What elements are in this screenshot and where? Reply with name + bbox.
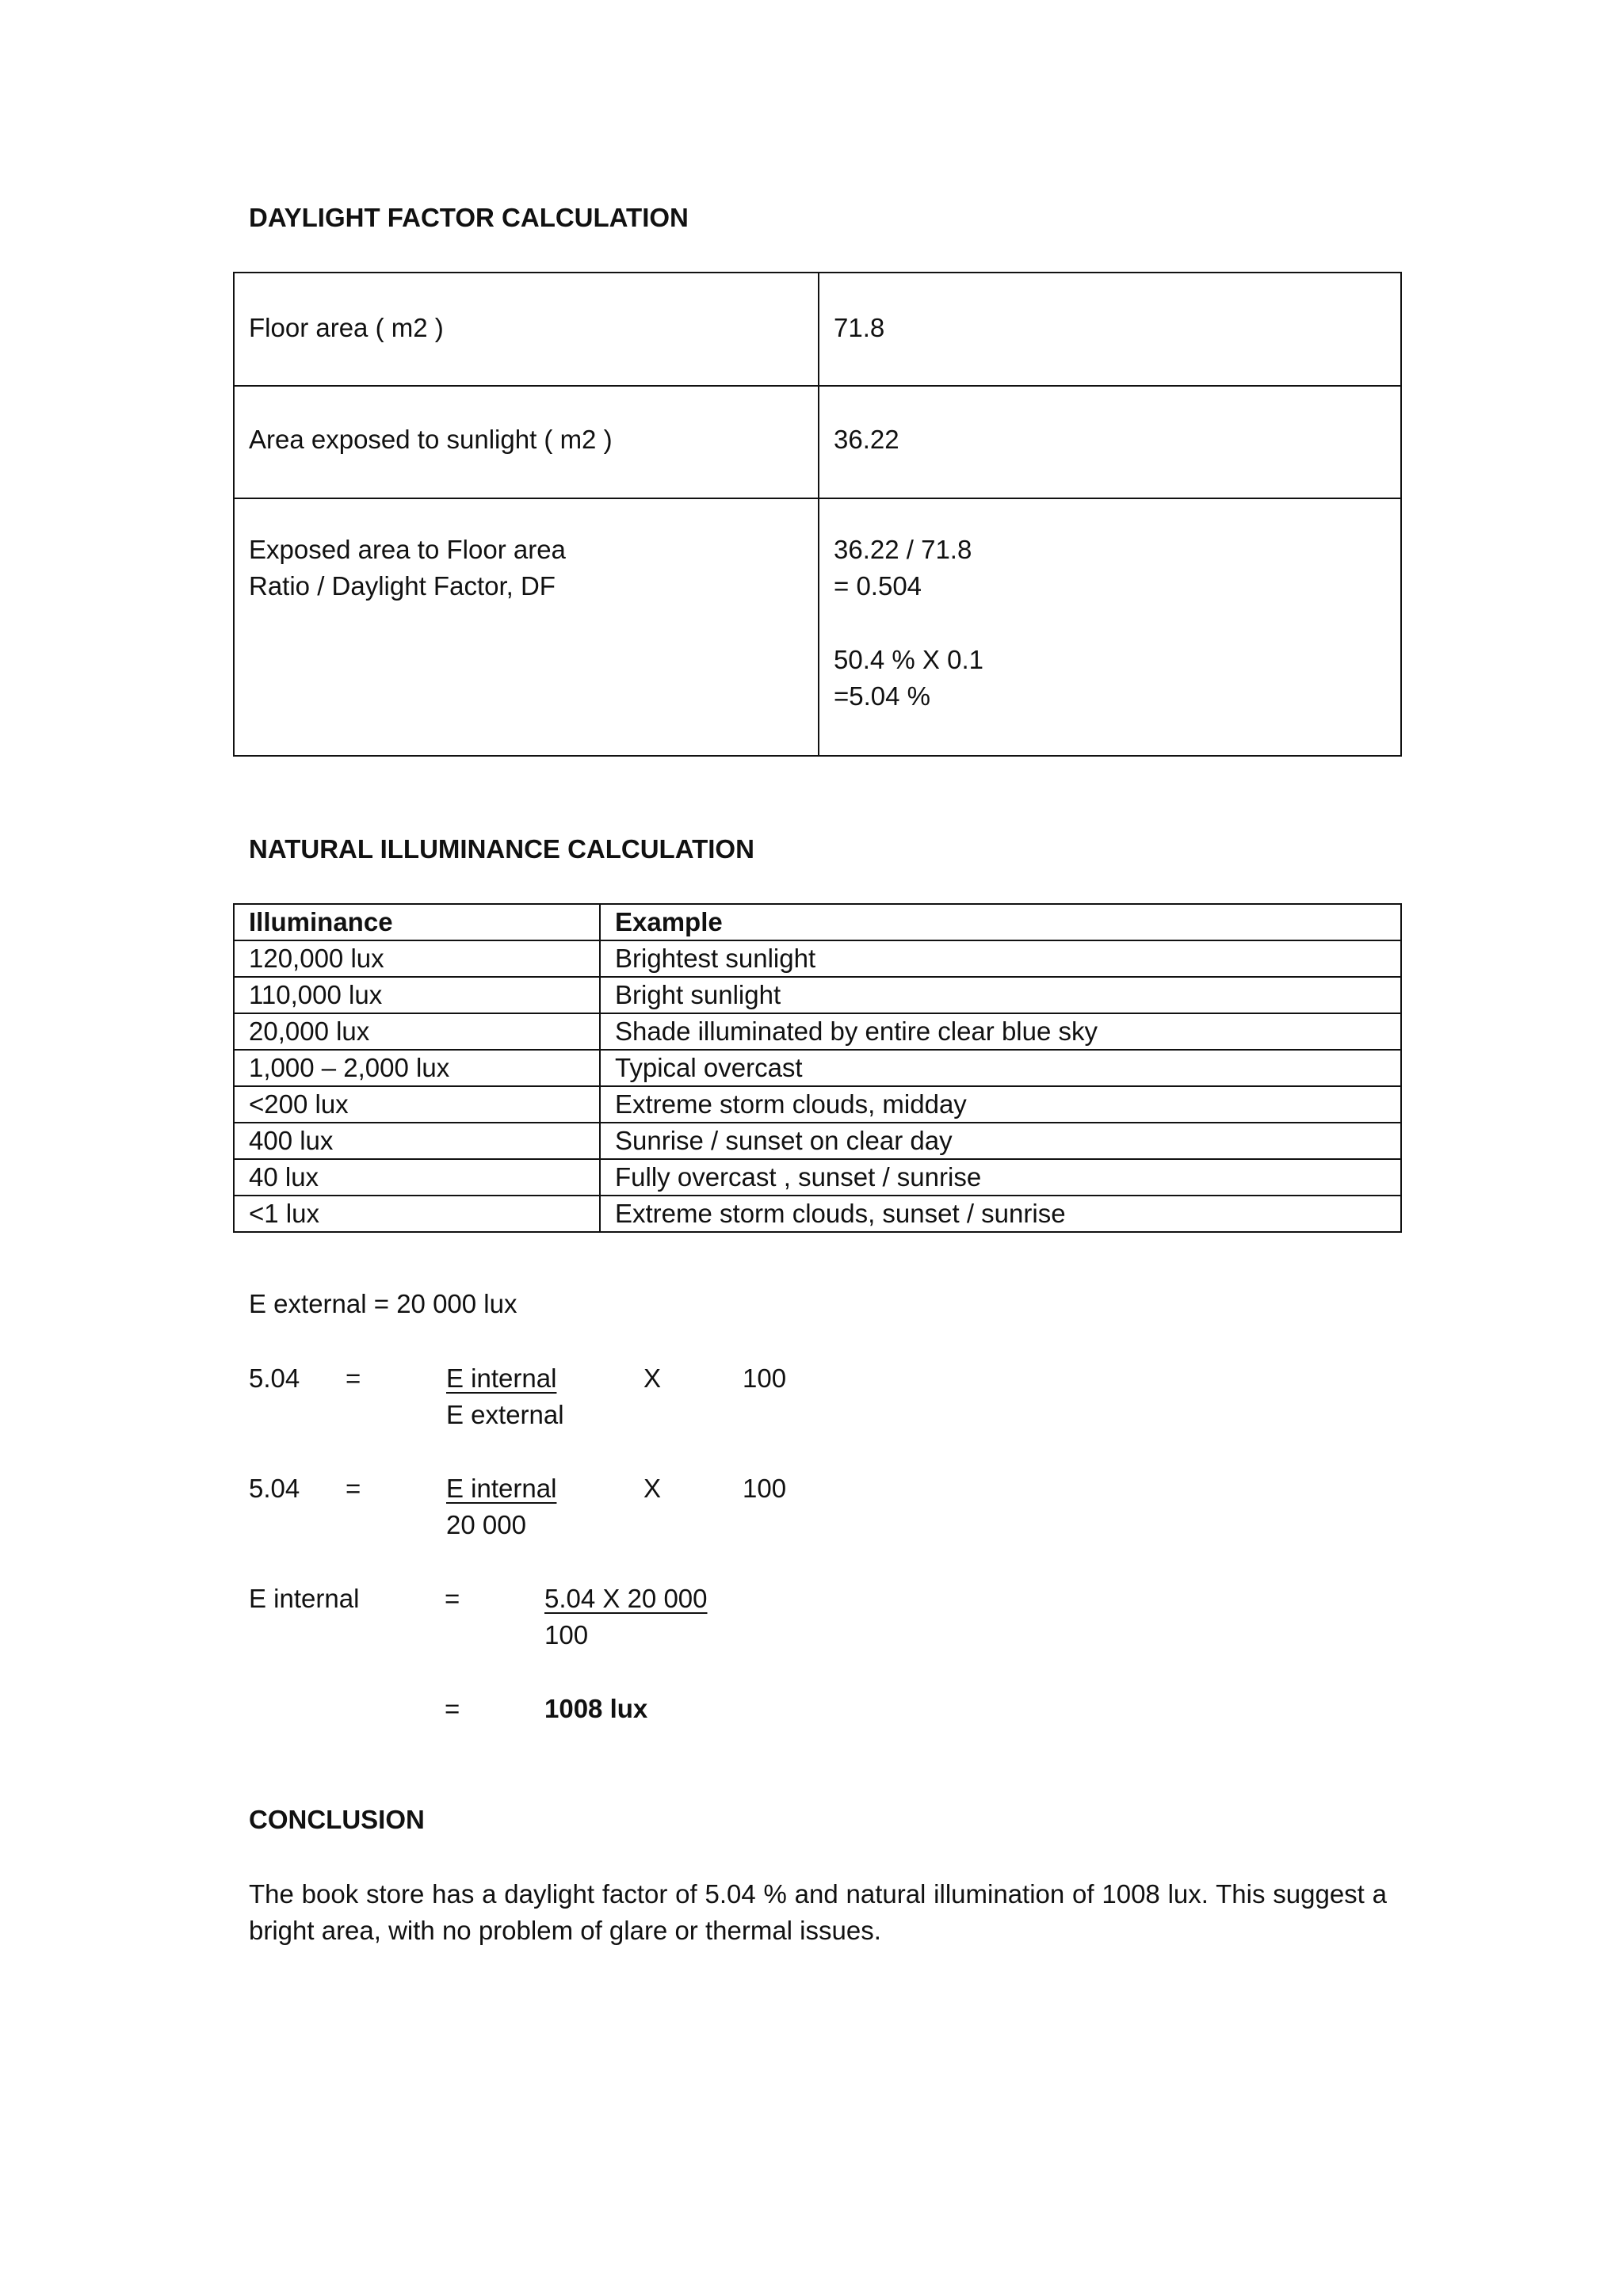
- illuminance-cell: 20,000 lux: [234, 1013, 600, 1050]
- example-cell: Shade illuminated by entire clear blue sky: [600, 1013, 1401, 1050]
- eq2-factor: 100: [743, 1474, 787, 1503]
- eq2-lhs: 5.04: [249, 1474, 300, 1503]
- result-equals: =: [445, 1694, 460, 1723]
- table-row: [235, 387, 1400, 499]
- column-header-illuminance: Illuminance: [234, 904, 600, 940]
- eq2-equals: =: [346, 1474, 361, 1503]
- table-row: [234, 1050, 1401, 1086]
- daylight-heading: DAYLIGHT FACTOR CALCULATION: [249, 203, 689, 232]
- illuminance-cell: 120,000 lux: [234, 940, 600, 977]
- ratio-value-line4: =5.04 %: [834, 681, 931, 711]
- eq1-times: X: [643, 1363, 662, 1393]
- eq1-denominator: E external: [446, 1400, 564, 1429]
- eq1-numerator: E internal: [446, 1363, 557, 1393]
- table-row: [234, 1159, 1401, 1196]
- table-row: [235, 499, 1400, 757]
- illuminance-cell: 1,000 – 2,000 lux: [234, 1050, 600, 1086]
- illuminance-table: [233, 903, 1402, 1233]
- table-row: [234, 977, 1401, 1013]
- table-row: [234, 1013, 1401, 1050]
- ratio-value-line2: = 0.504: [834, 571, 922, 601]
- conclusion-heading: CONCLUSION: [249, 1805, 425, 1834]
- illuminance-cell: 40 lux: [234, 1159, 600, 1196]
- table-row: [235, 273, 1400, 387]
- floor-area-value: 71.8: [834, 313, 885, 342]
- eq3-denominator: 100: [544, 1620, 589, 1650]
- illuminance-cell: 400 lux: [234, 1123, 600, 1159]
- ratio-value-line3: 50.4 % X 0.1: [834, 645, 983, 674]
- ratio-value-line1: 36.22 / 71.8: [834, 535, 972, 564]
- exposed-area-value: 36.22: [834, 425, 899, 454]
- exposed-area-label: Area exposed to sunlight ( m2 ): [249, 425, 613, 454]
- eq1-factor: 100: [743, 1363, 787, 1393]
- illuminance-cell: <1 lux: [234, 1196, 600, 1232]
- column-header-example: Example: [600, 904, 1401, 940]
- example-cell: Typical overcast: [600, 1050, 1401, 1086]
- ratio-label-line1: Exposed area to Floor area: [249, 535, 566, 564]
- result-value: 1008 lux: [544, 1694, 648, 1723]
- table-row: [234, 1086, 1401, 1123]
- ratio-label-line2: Ratio / Daylight Factor, DF: [249, 571, 556, 601]
- eq2-numerator: E internal: [446, 1474, 557, 1503]
- illuminance-cell: <200 lux: [234, 1086, 600, 1123]
- table-row: [234, 1196, 1401, 1232]
- eq1-lhs: 5.04: [249, 1363, 300, 1393]
- illuminance-heading: NATURAL ILLUMINANCE CALCULATION: [249, 834, 754, 864]
- eq2-times: X: [643, 1474, 662, 1503]
- example-cell: Extreme storm clouds, sunset / sunrise: [600, 1196, 1401, 1232]
- eq3-equals: =: [445, 1584, 460, 1613]
- eq2-denominator: 20 000: [446, 1510, 526, 1539]
- example-cell: Bright sunlight: [600, 977, 1401, 1013]
- example-cell: Fully overcast , sunset / sunrise: [600, 1159, 1401, 1196]
- eq3-lhs: E internal: [249, 1584, 360, 1613]
- floor-area-label: Floor area ( m2 ): [249, 313, 444, 342]
- example-cell: Brightest sunlight: [600, 940, 1401, 977]
- eq3-numerator: 5.04 X 20 000: [544, 1584, 708, 1613]
- example-cell: Sunrise / sunset on clear day: [600, 1123, 1401, 1159]
- eq1-equals: =: [346, 1363, 361, 1393]
- conclusion-paragraph: The book store has a daylight factor of 5.04 % and natural illumination of 1008 lux. This suggest a bright area, with no problem of glare or thermal issues.: [249, 1879, 1387, 1945]
- daylight-table: [233, 272, 1402, 757]
- table-row: [234, 1123, 1401, 1159]
- e-external-statement: E external = 20 000 lux: [249, 1289, 517, 1318]
- table-row: [234, 940, 1401, 977]
- table-header-row: [234, 904, 1401, 940]
- illuminance-cell: 110,000 lux: [234, 977, 600, 1013]
- example-cell: Extreme storm clouds, midday: [600, 1086, 1401, 1123]
